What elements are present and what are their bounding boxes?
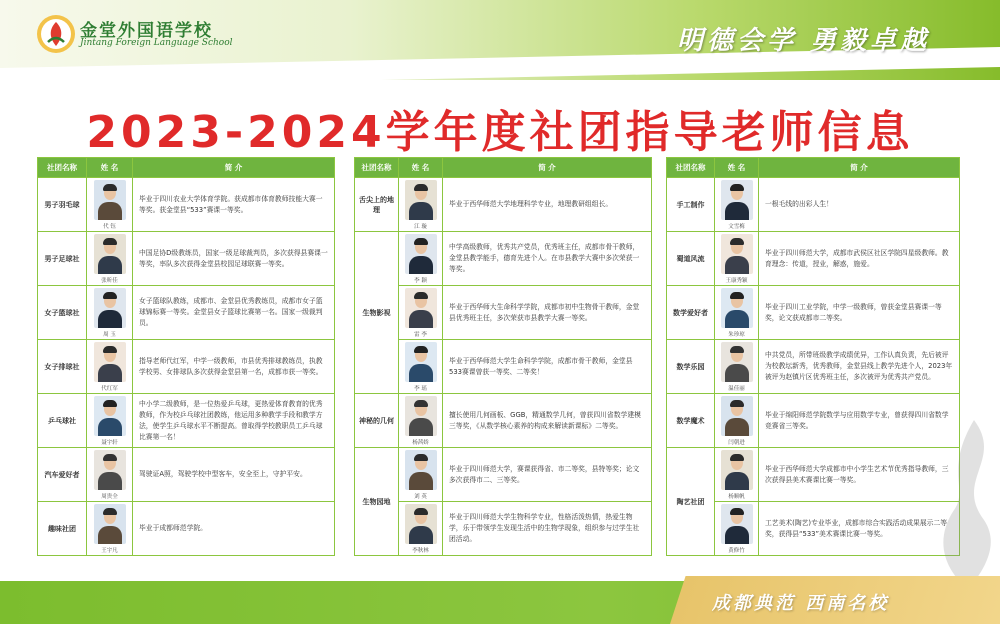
club-name-cell: 男子羽毛球 [38,178,87,232]
club-name-cell: 女子排球社 [38,340,87,394]
teacher-photo [94,180,126,220]
teacher-intro: 女子篮球队教练，成都市、金堂县优秀教练员，成都市女子篮球锦标赛一等奖。金堂县女子篮球比赛第一名。国家一级裁判员。 [133,286,335,340]
table-row [355,286,652,340]
school-logo-icon [36,14,76,54]
teacher-cell [87,340,133,394]
teacher-name: 周贵全 [101,493,118,500]
teacher-intro: 毕业于西华师大生命科学学院，成都市初中生物骨干教师，金堂县优秀班主任，多次荣获市县教学大赛一等奖。 [443,286,652,340]
club-name-cell: 数学魔术 [667,394,715,448]
teacher-cell [715,394,759,448]
page-title: 2023-2024学年度社团指导老师信息 [86,107,914,158]
teacher-intro: 驾驶证A照，驾驶学校中型客车，安全至上，守护平安。 [133,448,335,502]
teacher-cell [399,502,443,556]
club-name-cell: 女子篮球社 [38,286,87,340]
teacher-photo [721,396,753,436]
teacher-cell [715,502,759,556]
teacher-photo [405,396,437,436]
table-row [355,232,652,286]
table-row [667,340,960,394]
teacher-cell [715,232,759,286]
teacher-cell [715,340,759,394]
club-table-middle [354,157,652,556]
teacher-intro: 毕业于四川师范大学，成都市武侯区社区学院四星级教师。教育理念：传道，授业，解惑，施爱。 [759,232,960,286]
flame-decoration-icon [934,420,1000,590]
table-row [38,178,335,232]
teacher-photo [94,504,126,544]
col-club-header: 社团名称 [38,158,87,178]
table-row [355,178,652,232]
teacher-intro: 毕业于四川工业学院，中学一级教师，曾获金堂县赛课一等奖，论文获成都市二等奖。 [759,286,960,340]
table-row [355,394,652,448]
col-name-header: 姓 名 [399,158,443,178]
teacher-photo [721,342,753,382]
teacher-name: 杨顺帆 [728,493,745,500]
club-name-cell: 神秘的几何 [355,394,399,448]
teacher-name: 雷 李 [414,331,427,338]
table-header-row [667,158,960,178]
teacher-name: 聂宇轩 [101,439,118,446]
teacher-cell [399,178,443,232]
teacher-name: 闫朝进 [728,439,745,446]
club-name-cell: 男子足球社 [38,232,87,286]
teacher-cell [87,286,133,340]
teacher-name: 王宇凡 [101,547,118,554]
teacher-photo [405,342,437,382]
table-row [667,394,960,448]
teacher-name: 代 钰 [103,223,116,230]
col-name-header: 姓 名 [715,158,759,178]
teacher-cell [715,178,759,232]
teacher-name: 代红军 [101,385,118,392]
club-name-cell: 陶艺社团 [667,448,715,556]
teacher-name: 文雪梅 [728,223,745,230]
teacher-photo [405,450,437,490]
teacher-intro: 毕业于绵阳师范学院数学与应用数学专业，曾获得四川省数学竞赛省三等奖。 [759,394,960,448]
teacher-photo [405,504,437,544]
teacher-photo [94,288,126,328]
teacher-intro: 毕业于西华师范大学成都市中小学生艺术节优秀指导教师，三次获得县美术赛课比赛一等奖。 [759,448,960,502]
teacher-intro: 擅长使用几何画板、GGB，精通数学几何，曾获四川省数学建模三等奖，《从数学核心素养的构成来解读新课标》二等奖。 [443,394,652,448]
teacher-intro: 毕业于四川师范大学，赛课获得省、市二等奖，县特等奖；论文多次获得市二、三等奖。 [443,448,652,502]
school-name-cn: 金堂外国语学校 [80,21,213,41]
table-row [355,340,652,394]
teacher-name: 李 颖 [414,277,427,284]
teacher-cell [399,232,443,286]
club-name-cell: 手工制作 [667,178,715,232]
teacher-intro: 中学高级教师，优秀共产党员，优秀班主任，成都市骨干教师，金堂县教学能手，德育先进个人。在市县教学大赛中多次荣获一等奖。 [443,232,652,286]
teacher-intro: 工艺美术(陶艺)专业毕业，成都市综合实践活动成果展示二等奖，获得县“533”美术赛课比赛一等奖。 [759,502,960,556]
teacher-cell [87,394,133,448]
table-row [38,286,335,340]
teacher-cell [399,340,443,394]
teacher-cell [715,448,759,502]
teacher-name: 刘 英 [414,493,427,500]
col-intro-header: 简 介 [133,158,335,178]
teacher-name: 周 玉 [103,331,116,338]
teacher-photo [94,342,126,382]
table-row [667,178,960,232]
teacher-cell [87,502,133,556]
teacher-name: 李秋林 [412,547,429,554]
table-row [38,502,335,556]
teacher-photo [721,180,753,220]
club-name-cell: 生物影视 [355,232,399,394]
teacher-cell [87,448,133,502]
teacher-intro: 中共党员，所带班级教学成绩优异，工作认真负责，先后被评为校教坛新秀，优秀教师，金堂县线上教学先进个人，2023年被评为赵镇片区优秀班主任，多次被评为优秀共产党员。 [759,340,960,394]
table-row [667,232,960,286]
teacher-cell [399,448,443,502]
teacher-photo [94,234,126,274]
teacher-cell [399,286,443,340]
footer-slogan: 成都典范 西南名校 [712,593,890,614]
teacher-name: 杨茜娇 [412,439,429,446]
teacher-photo [721,450,753,490]
club-name-cell: 数学爱好者 [667,286,715,340]
teacher-cell [715,286,759,340]
club-name-cell: 趣味社团 [38,502,87,556]
teacher-photo [405,288,437,328]
table-row [38,448,335,502]
club-name-cell: 数学乐园 [667,340,715,394]
teacher-intro: 指导老师代红军，中学一级教师，市县优秀排球教练员，执教学校男、女排球队多次获得金堂县第一名，成都市获一等奖。 [133,340,335,394]
table-row [38,394,335,448]
col-name-header: 姓 名 [87,158,133,178]
table-header-row [355,158,652,178]
teacher-intro: 毕业于成都师范学院。 [133,502,335,556]
club-name-cell: 汽车爱好者 [38,448,87,502]
school-motto: 明德会学 勇毅卓越 [676,26,930,56]
teacher-name: 朱珍琼 [728,331,745,338]
club-name-cell: 生物园地 [355,448,399,556]
teacher-intro: 一根毛线的出彩人生！ [759,178,960,232]
table-row [38,340,335,394]
teacher-name: 李 瑶 [414,385,427,392]
teacher-name: 江 璇 [414,223,427,230]
teacher-intro: 毕业于西华师范大学地理科学专业，地理教研组组长。 [443,178,652,232]
club-name-cell: 舌尖上的地理 [355,178,399,232]
club-name-cell: 乒乓球社 [38,394,87,448]
teacher-cell [87,178,133,232]
club-table-right [666,157,960,556]
teacher-photo [721,504,753,544]
teacher-photo [405,180,437,220]
table-row [38,232,335,286]
table-header-row [38,158,335,178]
col-club-header: 社团名称 [667,158,715,178]
club-table-left [37,157,335,556]
col-intro-header: 简 介 [759,158,960,178]
teacher-name: 黄修竹 [728,547,745,554]
teacher-photo [721,234,753,274]
teacher-photo [721,288,753,328]
teacher-name: 张昕佳 [101,277,118,284]
table-row [355,448,652,502]
teacher-intro: 毕业于西华师范大学生命科学学院，成都市骨干教师，金堂县533赛课曾获一等奖、二等奖！ [443,340,652,394]
school-name-en: Jintang Foreign Language School [80,38,233,48]
teacher-photo [94,396,126,436]
table-row [667,448,960,502]
teacher-cell [399,394,443,448]
col-club-header: 社团名称 [355,158,399,178]
teacher-name: 王康秀颖 [725,277,748,284]
teacher-cell [87,232,133,286]
teacher-intro: 中国足协D级教练员，国家一级足球裁判员，多次获得县赛课一等奖，率队多次获得金堂县校园足球联赛一等奖。 [133,232,335,286]
table-row [355,502,652,556]
teacher-name: 温佳丽 [728,385,745,392]
col-intro-header: 简 介 [443,158,652,178]
teacher-photo [94,450,126,490]
teacher-intro: 毕业于四川农业大学体育学院。获成都市体育教师技能大赛一等奖。获金堂县“533”赛课一等奖。 [133,178,335,232]
table-row [667,286,960,340]
teacher-photo [405,234,437,274]
teacher-intro: 中小学二级教师，是一位热爱乒乓球，更热爱体育教育的优秀教师，作为校乒乓球社团教练，他运用多种教学手段和教学方法，使学生乒乓球水平不断提高。曾取得学校教职员工乒乓球比赛第一名！ [133,394,335,448]
club-name-cell: 蜀道风流 [667,232,715,286]
teacher-intro: 毕业于四川师范大学生物科学专业，性格活泼热情，热爱生物学，乐于带领学生发现生活中的生物学现象，组织参与过学生社团活动。 [443,502,652,556]
